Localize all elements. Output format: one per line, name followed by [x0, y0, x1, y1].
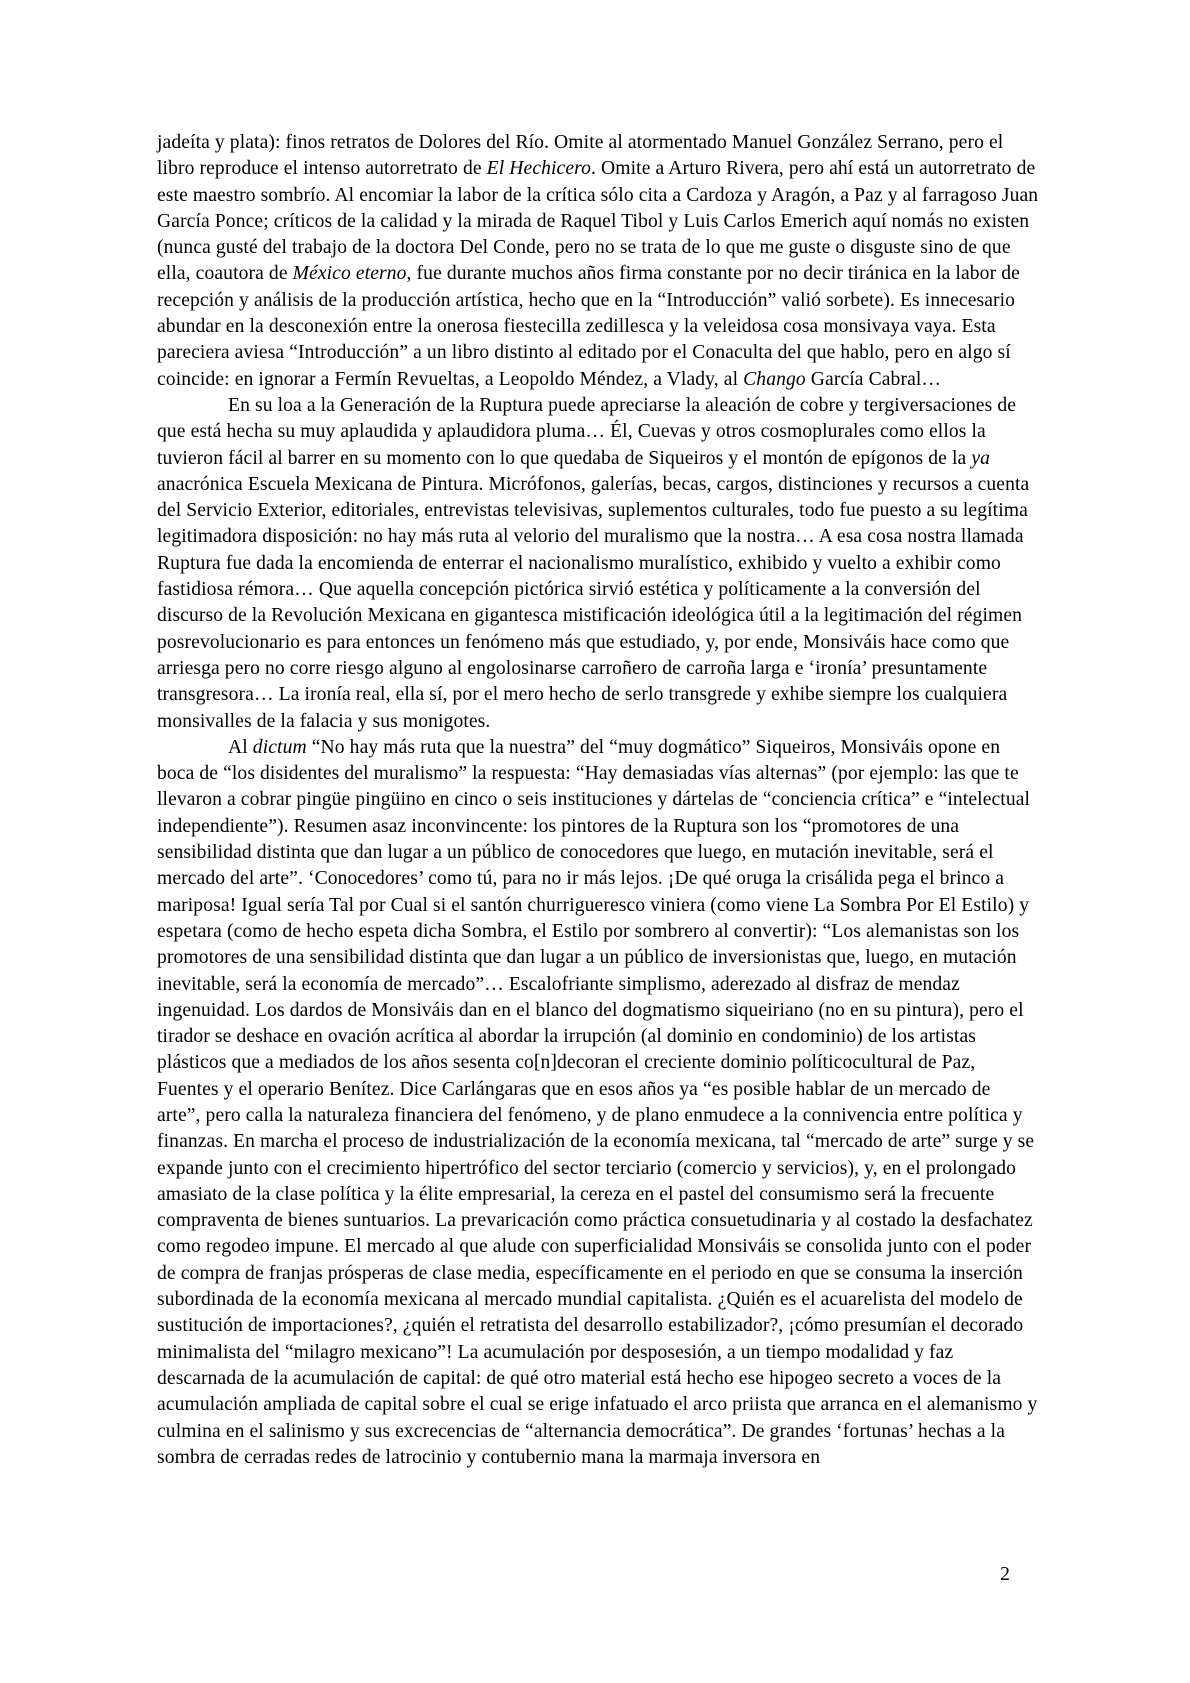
text-run: anacrónica Escuela Mexicana de Pintura. Micrófonos, galerías, becas, cargos, distinciones y recursos a cuenta del Servicio Exterior, editoriales, entrevistas televisivas, suplementos culturales, todo fue puesto a su legítima legitimadora disposición: no hay más ruta al velorio del muralismo que la nostra… A esa cosa nostra llamada Ruptura fue dada la encomienda de enterrar el nacionalismo muralístico, exhibido y vuelto a exhibir como fastidiosa rémora… Que aquella concepción pictórica sirvió estética y políticamente a la conversión del discurso de la Revolución Mexicana en gigantesca mistificación ideológica útil a la legitimación del régimen posrevolucionario es para entonces un fenómeno más que estudiado, y, por ende, Monsiváis hace como que arriesga pero no corre riesgo alguno al engolosinarse carroñero de carroña larga e ‘ironía’ presuntamente transgresora… La ironía real, ella sí, por el mero hecho de serlo transgrede y exhibe siempre los cualquiera monsivalles de la falacia y sus monigotes.	[157, 473, 1030, 732]
italic-text-run: El Hechicero	[486, 158, 592, 180]
text-run: “No hay más ruta que la nuestra” del “muy dogmático” Siqueiros, Monsiváis opone en boca de “los disidentes del muralismo” la respuesta: “Hay demasiadas vías alternas” (por ejemplo: las que te llevaron a cobrar pingüe pingüino en cinco o seis instituciones y dártelas de “conciencia crítica” e “intelectual independiente”). Resumen asaz inconvincente: los pintores de la Ruptura son los “promotores de una sensibilidad distinta que dan lugar a un público de conocedores que luego, en mutación inevitable, será el mercado del arte”. ‘Conocedores’ como tú, para no ir más lejos. ¡De qué oruga la crisálida pega el brinco a mariposa! Igual sería Tal por Cual si el santón churrigueresco viniera (como viene La Sombra Por El Estilo) y espetara (como de hecho espeta dicha Sombra, el Estilo por sombrero al convertir): “Los alemanistas son los promotores de una sensibilidad distinta que dan lugar a un público de inversionistas que, luego, en mutación inevitable, será la economía de mercado”… Escalofriante simplismo, aderezado al disfraz de mendaz ingenuidad. Los dardos de Monsiváis dan en el blanco del dogmatismo siqueiriano (no en su pintura), pero el tirador se deshace en ovación acrítica al abordar la irrupción (al dominio en condominio) de los artistas plásticos que a mediados de los años sesenta co[n]decoran el creciente dominio políticocultural de Paz, Fuentes y el operario Benítez. Dice Carlángaras que en esos años ya “es posible hablar de un mercado de arte”, pero calla la naturaleza financiera del fenómeno, y de plano enmudece a la connivencia entre política y finanzas. En marcha el proceso de industrialización de la economía mexicana, tal “mercado de arte” surge y se expande junto con el crecimiento hipertrófico del sector terciario (comercio y servicios), y, en el prolongado amasiato de la clase política y la élite empresarial, la cereza en el pastel del consumismo será la frecuente compraventa de bienes suntuarios. La prevaricación como práctica consuetudinaria y al costado la desfachatez como regodeo impune. El mercado al que alude con superficialidad Monsiváis se consolida junto con el poder de compra de franjas prósperas de clase media, específicamente en el periodo en que se consuma la inserción subordinada de la economía mexicana al mercado mundial capitalista. ¿Quién es el acuarelista del modelo de sustitución de importaciones?, ¿quién el retratista del desarrollo estabilizador?, ¡cómo presumían el decorado minimalista del “milagro mexicano”! La acumulación por desposesión, a un tiempo modalidad y faz descarnada de la acumulación de capital: de qué otro material está hecho ese hipogeo secreto a voces de la acumulación ampliada de capital sobre el cual se erige infatuado el arco priista que arranca en el alemanismo y culmina en el salinismo y sus excrecencias de “alternancia democrática”. De grandes ‘fortunas’ hechas a la sombra de cerradas redes de latrocinio y contubernio mana la marmaja inversora en	[157, 736, 1038, 1468]
italic-text-run: México eterno	[292, 263, 407, 285]
text-run: Al	[228, 736, 253, 758]
text-body	[157, 130, 1039, 1471]
text-run: , fue durante muchos años firma constante por no decir tiránica en la labor de recepción y análisis de la producción artística, hecho que en la “Introducción” valió sorbete). Es innecesario abundar en la desconexión entre la onerosa fiestecilla zedillesca y la veleidosa cosa monsivaya vaya. Esta pareciera aviesa “Introducción” a un libro distinto al editado por el Conaculta del que hablo, pero en algo sí coincide: en ignorar a Fermín Revueltas, a Leopoldo Méndez, a Vlady, al	[157, 263, 1020, 390]
text-run: jadeíta y plata): finos retratos de Dolores del Río. Omite al atormentado Manuel González Serrano, pero el libro reproduce el intenso autorretrato de	[157, 132, 1004, 180]
paragraph	[157, 393, 1039, 735]
text-run: García Cabral…	[805, 368, 942, 390]
italic-text-run: ya	[971, 447, 991, 469]
text-run: . Omite a Arturo Rivera, pero ahí está un autorretrato de este maestro sombrío. Al encomiar la labor de la crítica sólo cita a Cardoza y Aragón, a Paz y al farragoso Juan García Ponce; críticos de la calidad y la mirada de Raquel Tibol y Luis Carlos Emerich aquí nomás no existen (nunca gusté del trabajo de la doctora Del Conde, pero no se trata de lo que me guste o disguste sino de que ella, coautora de	[157, 158, 1039, 285]
paragraph	[157, 735, 1039, 1471]
paragraph	[157, 130, 1039, 393]
text-run: En su loa a la Generación de la Ruptura puede apreciarse la aleación de cobre y tergiversaciones de que está hecha su muy aplaudida y aplaudidora pluma… Él, Cuevas y otros cosmoplurales como ellos la tuvieron fácil al barrer en su momento con lo que quedaba de Siqueiros y el montón de epígonos de la	[157, 394, 1017, 469]
italic-text-run: dictum	[252, 736, 307, 758]
italic-text-run: Chango	[743, 368, 806, 390]
page-number: 2	[1000, 1564, 1010, 1585]
